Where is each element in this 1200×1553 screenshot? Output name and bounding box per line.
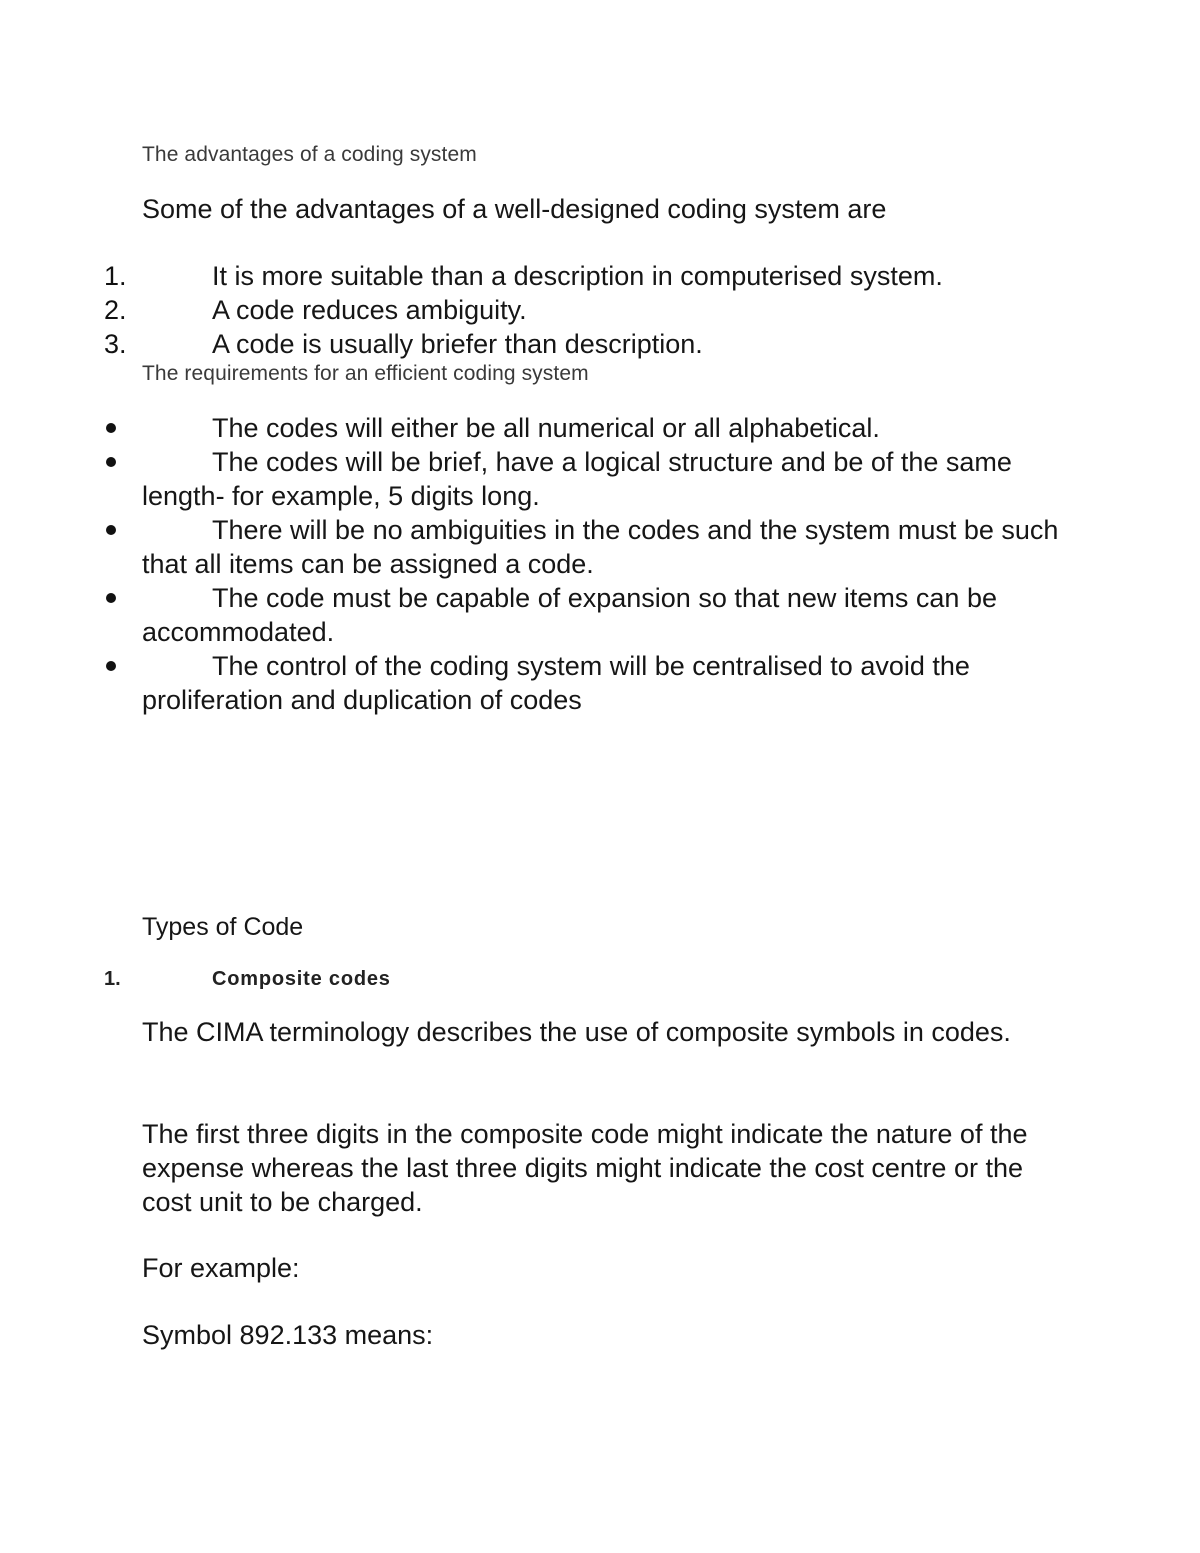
bullet-icon: [106, 661, 116, 671]
list-item-text: The control of the coding system will be centralised to avoid the proliferation and duplication of codes: [142, 651, 970, 715]
paragraph: The first three digits in the composite code might indicate the nature of the expense whereas the last three digits might indicate the cost centre or the cost unit to be charged.: [142, 1119, 1028, 1217]
list-item-text: A code is usually briefer than description.: [212, 329, 703, 359]
paragraph: For example:: [142, 1253, 300, 1283]
bullet-icon: [106, 593, 116, 603]
subsection-number: 1.: [104, 968, 121, 990]
bullet-icon: [106, 423, 116, 433]
list-number: 3.: [104, 329, 127, 359]
requirements-heading: The requirements for an efficient coding system: [142, 362, 589, 385]
list-item-text: The code must be capable of expansion so that new items can be accommodated.: [142, 583, 997, 647]
paragraph: Symbol 892.133 means:: [142, 1320, 434, 1350]
list-item-text: A code reduces ambiguity.: [212, 295, 527, 325]
list-item-text: There will be no ambiguities in the codes and the system must be such that all items can be assigned a code.: [142, 515, 1059, 579]
list-item-text: The codes will be brief, have a logical structure and be of the same length- for example, 5 digits long.: [142, 447, 1012, 511]
bullet-icon: [106, 525, 116, 535]
list-number: 1.: [104, 261, 127, 291]
advantages-heading: The advantages of a coding system: [142, 143, 477, 166]
list-item-text: It is more suitable than a description in computerised system.: [212, 261, 943, 291]
types-heading: Types of Code: [142, 913, 304, 941]
bullet-icon: [106, 457, 116, 467]
advantages-intro: Some of the advantages of a well-designed coding system are: [142, 194, 887, 224]
list-item-text: The codes will either be all numerical or all alphabetical.: [212, 413, 880, 443]
list-number: 2.: [104, 295, 127, 325]
paragraph: The CIMA terminology describes the use of composite symbols in codes.: [142, 1017, 1011, 1047]
subsection-title: Composite codes: [212, 968, 391, 990]
